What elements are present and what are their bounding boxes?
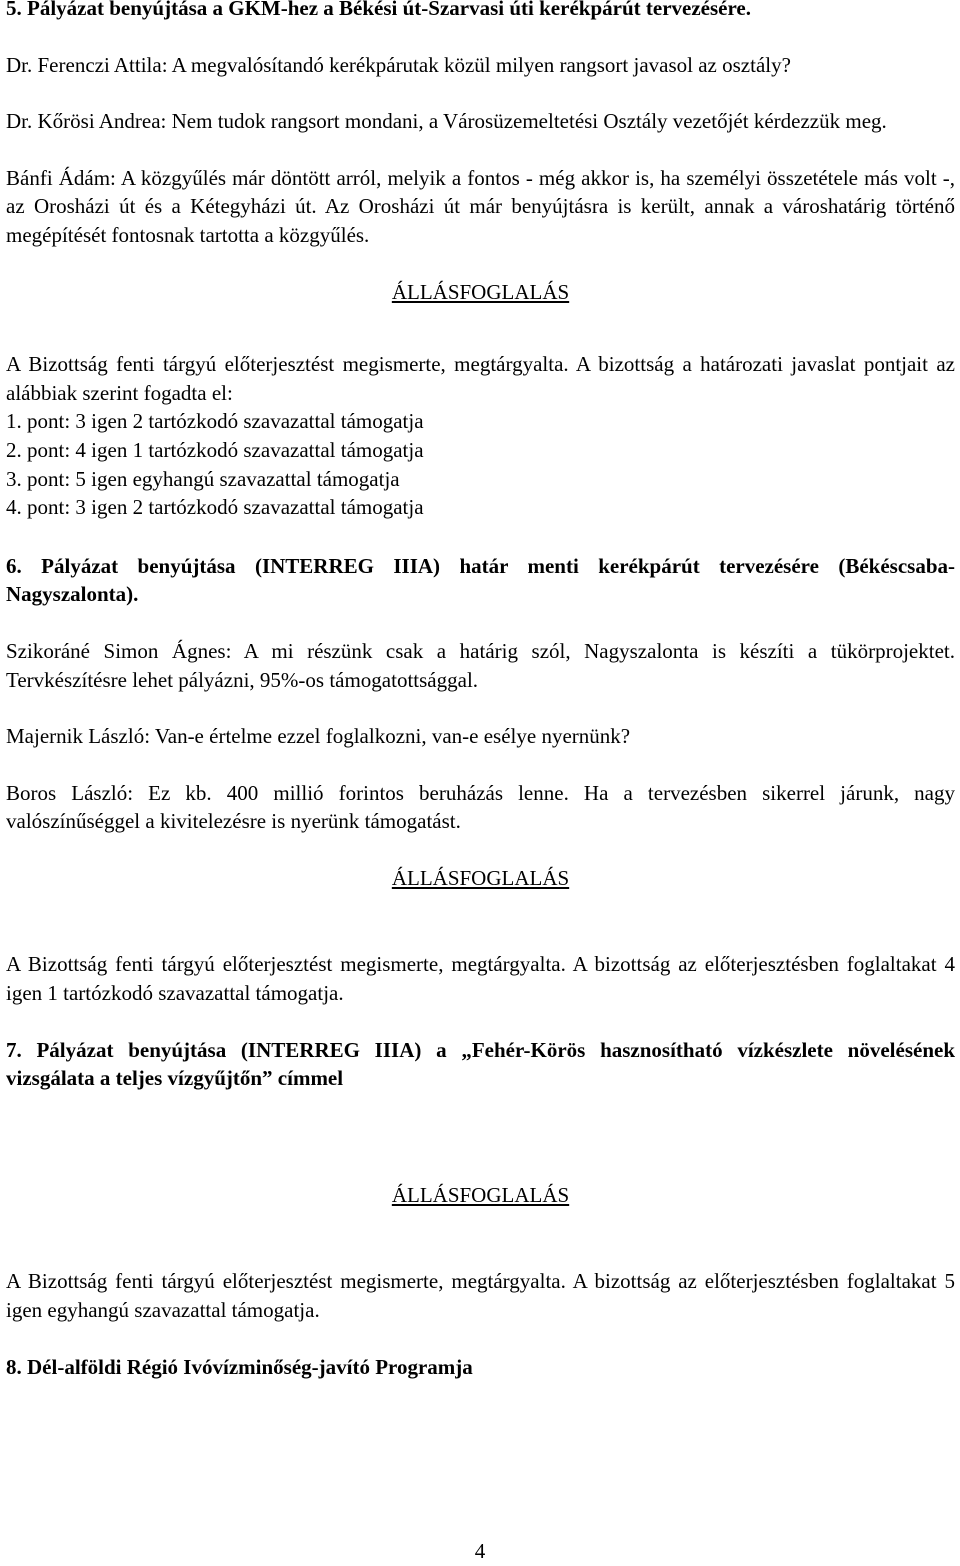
- vote-point: 1. pont: 3 igen 2 tartózkodó szavazattal támogatja: [6, 409, 424, 434]
- section-5-stance-heading: ÁLLÁSFOGLALÁS: [391, 279, 570, 304]
- vote-point: 3. pont: 5 igen egyhangú szavazattal támogatja: [6, 466, 400, 491]
- section-6-paragraph-szikorane: Szikoráné Simon Ágnes: A mi részünk csak a határig szól, Nagyszalonta is készíti a tükörprojektet. Tervkészítésre lehet pályázni, 95%-os támogatottsággal.: [6, 638, 955, 692]
- section-5-paragraph-banfi: Bánfi Ádám: A közgyűlés már döntött arról, melyik a fontos - még akkor is, ha személyi összetétele más volt -, az Orosházi út és a Kétegyházi út. Az Orosházi út már benyújtásra is került, annak a városhatárig történő megépítését fontosnak tartotta a közgyűlés.: [6, 165, 955, 247]
- section-5-paragraph-korosi: Dr. Kőrösi Andrea: Nem tudok rangsort mondani, a Városüzemeltetési Osztály vezetőjét kérdezzük meg.: [6, 109, 887, 134]
- section-5-paragraph-ferenczi: Dr. Ferenczi Attila: A megvalósítandó kerékpárutak közül milyen rangsort javasol az osztály?: [6, 52, 791, 77]
- section-6-heading: 6. Pályázat benyújtása (INTERREG IIIA) határ menti kerékpárút tervezésére (Békéscsaba-Nagyszalonta).: [6, 553, 955, 607]
- section-8-heading: 8. Dél-alföldi Régió Ivóvízminőség-javító Programja: [6, 1354, 473, 1379]
- section-5-heading: 5. Pályázat benyújtása a GKM-hez a Békési út-Szarvasi úti kerékpárút tervezésére.: [6, 0, 751, 20]
- section-7-heading: 7. Pályázat benyújtása (INTERREG IIIA) a „Fehér-Körös hasznosítható vízkészlete növelésének vizsgálata a teljes vízgyűjtőn” címmel: [6, 1037, 955, 1091]
- document-page: [6, 0, 955, 1381]
- section-5-decision-intro: A Bizottság fenti tárgyú előterjesztést megismerte, megtárgyalta. A bizottság a határozati javaslat pontjait az alábbiak szerint fogadta el:: [6, 352, 955, 405]
- section-7-stance-heading: ÁLLÁSFOGLALÁS: [391, 1182, 570, 1207]
- section-6-decision: A Bizottság fenti tárgyú előterjesztést megismerte, megtárgyalta. A bizottság az előterjesztésben foglaltakat 4 igen 1 tartózkodó szavazattal támogatja.: [6, 952, 955, 1006]
- vote-point: 2. pont: 4 igen 1 tartózkodó szavazattal támogatja: [6, 437, 424, 462]
- section-6-paragraph-boros: Boros László: Ez kb. 400 millió forintos beruházás lenne. Ha a tervezésben sikerrel járunk, nagy valószínűséggel a kivitelezésre is nyerünk támogatást.: [6, 780, 955, 834]
- section-5-vote-list: [6, 407, 955, 521]
- section-7-decision: A Bizottság fenti tárgyú előterjesztést megismerte, megtárgyalta. A bizottság az előterjesztésben foglaltakat 5 igen egyhangú szavazattal támogatja.: [6, 1269, 955, 1323]
- section-6-paragraph-majernik: Majernik László: Van-e értelme ezzel foglalkozni, van-e esélye nyernünk?: [6, 724, 631, 749]
- vote-point: 4. pont: 3 igen 2 tartózkodó szavazattal támogatja: [6, 495, 424, 520]
- section-6-stance-heading: ÁLLÁSFOGLALÁS: [391, 865, 570, 890]
- page-number: 4: [474, 1539, 486, 1563]
